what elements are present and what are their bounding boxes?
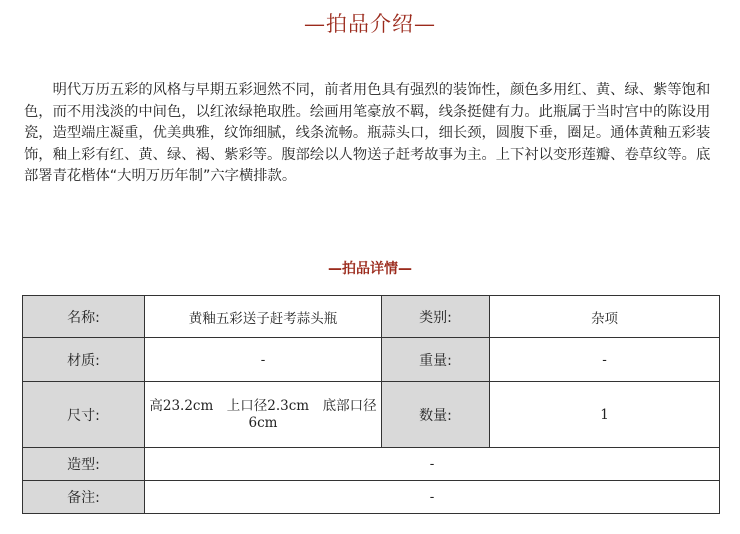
name-label: 名称: bbox=[23, 296, 145, 338]
shape-value: - bbox=[145, 448, 720, 481]
weight-value: - bbox=[490, 338, 720, 382]
table-row bbox=[23, 296, 720, 338]
table-row bbox=[23, 448, 720, 481]
details-table bbox=[22, 295, 720, 514]
category-label: 类别: bbox=[382, 296, 490, 338]
category-value: 杂项 bbox=[490, 296, 720, 338]
table-row bbox=[23, 382, 720, 448]
size-value: 高23.2cm 上口径2.3cm 底部口径6cm bbox=[145, 382, 382, 448]
quantity-value: 1 bbox=[490, 382, 720, 448]
name-value: 黄釉五彩送子赶考蒜头瓶 bbox=[145, 296, 382, 338]
remarks-value: - bbox=[145, 481, 720, 514]
details-subtitle: —拍品详情— bbox=[328, 261, 412, 277]
page-title: —拍品介绍— bbox=[304, 12, 436, 36]
size-label: 尺寸: bbox=[23, 382, 145, 448]
intro-paragraph: 明代万历五彩的风格与早期五彩迥然不同，前者用色具有强烈的装饰性，颜色多用红、黄、绿、紫等饱和色，而不用浅淡的中间色，以红浓绿艳取胜。绘画用笔豪放不羁，线条挺健有力。此瓶属于当时宫中的陈设用瓷，造型端庄凝重，优美典雅，纹饰细腻，线条流畅。瓶蒜头口，细长颈，圆腹下垂，圈足。通体黄釉五彩装饰，釉上彩有红、黄、绿、褐、紫彩等。腹部绘以人物送子赶考故事为主。上下衬以变形莲瓣、卷草纹等。底部署青花楷体“大明万历年制”六字横排款。 bbox=[24, 82, 711, 184]
table-row bbox=[23, 338, 720, 382]
remarks-label: 备注: bbox=[23, 481, 145, 514]
shape-label: 造型: bbox=[23, 448, 145, 481]
material-value: - bbox=[145, 338, 382, 382]
material-label: 材质: bbox=[23, 338, 145, 382]
weight-label: 重量: bbox=[382, 338, 490, 382]
quantity-label: 数量: bbox=[382, 382, 490, 448]
table-row bbox=[23, 481, 720, 514]
